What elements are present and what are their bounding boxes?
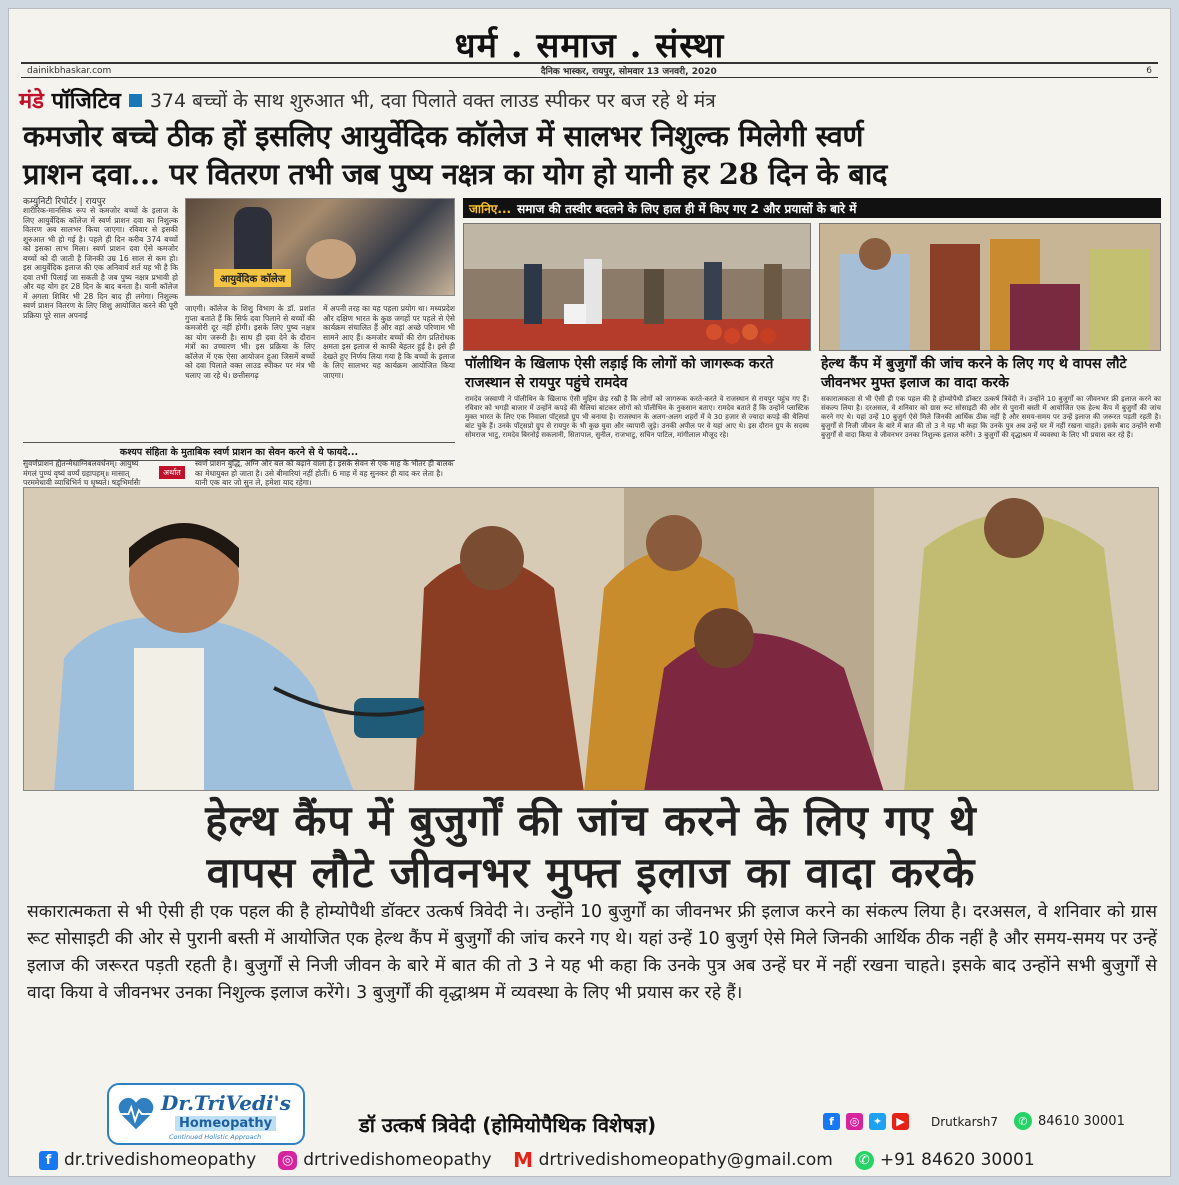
know-more-label: जानिए... bbox=[469, 201, 512, 216]
health-camp-small-photo bbox=[819, 223, 1161, 351]
facebook-icon: f bbox=[39, 1151, 58, 1170]
social-handle[interactable]: Drutkarsh7 bbox=[931, 1115, 999, 1129]
benefits-tag: अर्थात bbox=[159, 466, 185, 479]
site-url: dainikbhaskar.com bbox=[27, 65, 112, 76]
headline-line-1: कमजोर बच्चे ठीक हों इसलिए आयुर्वेदिक कॉलेज में सालभर निशुल्क मिलेगी स्वर्ण bbox=[23, 119, 864, 153]
clinic-logo bbox=[107, 1083, 305, 1145]
ayurvedic-college-photo bbox=[185, 198, 455, 296]
know-more-text: समाज की तस्वीर बदलने के लिए हाल ही में किए गए 2 और प्रयासों के बारे में bbox=[517, 201, 857, 216]
health-camp-title: हेल्थ कैंप में बुजुर्गों की जांच करने के लिए गए थे वापस लौटे जीवनभर मुफ्त इलाज का वादा करके bbox=[821, 356, 1127, 391]
youtube-icon[interactable]: ▶ bbox=[892, 1113, 909, 1130]
market-scene-image bbox=[464, 224, 811, 351]
logo-tagline: Continued Holistic Approach bbox=[169, 1133, 262, 1141]
email-contact[interactable] bbox=[514, 1150, 833, 1170]
whatsapp-number: 84610 30001 bbox=[1038, 1113, 1125, 1129]
benefits-title: कश्यप संहिता के मुताबिक स्वर्ण प्राशन का सेवन करने से ये फायदे... bbox=[23, 442, 455, 461]
health-camp-body: सकारात्मकता से भी ऐसी ही एक पहल की है होम्योपैथी डॉक्टर उत्कर्ष त्रिवेदी ने। उन्होंने 10 बुजुर्गों का जीवनभर फ्री इलाज करने का संकल्प लिया है। दरअसल, वे शनिवार को ग्रास रूट सोसाइटी की ओर से पुरानी बस्ती में आयोजित एक हेल्थ कैंप में बुजुर्गों की जांच करने गए थे। यहां उन्हें 10 बुजुर्ग ऐसे मिले जिनकी आर्थिक ठीक नहीं है और समय-समय पर उन्हें इलाज की जरूरत पड़ती रहती है। बुजुर्गों से निजी जीवन के बारे में बात की तो 3 ने यह भी कहा कि उनके पुत्र अब उन्हें घर में नहीं रखना चाहते। इसके बाद उन्होंने सभी बुजुर्गों से वादा किया वे जीवनभर उनका निशुल्क इलाज करेंगे। 3 बुजुर्गों की वृद्धाश्रम में व्यवस्था के लिए भी प्रयास कर रहे हैं। bbox=[821, 395, 1161, 439]
left-story-col2: जाएगी। कॉलेज के शिशु विभाग के डॉ. प्रशांत गुप्ता बताते हैं कि सिर्फ दवा पिलाने से बच्चों की कमजोरी दूर नहीं होगी। इसके लिए पुष्य नक्षत्र का योग जरूरी है। साथ ही दवा देने के दौरान मंत्रों का उच्चारण भी। इस प्रक्रिया के लिए कॉलेज में एक ऐसा आयोजन हुआ जिसमें बच्चों को दवा पिलाते वक्त लाउड स्पीकर पर मंत्र भी चलाए जा रहे थे। छत्तीसगढ़ bbox=[185, 304, 315, 380]
whatsapp-icon: ✆ bbox=[1014, 1112, 1032, 1130]
kicker-text: 374 बच्चों के साथ शुरुआत भी, दवा पिलाते वक्त लाउड स्पीकर पर बज रहे थे मंत्र bbox=[149, 90, 716, 112]
email-address: drtrivedishomeopathy@gmail.com bbox=[538, 1150, 833, 1170]
contact-row bbox=[39, 1147, 1035, 1173]
health-camp-large-photo bbox=[23, 487, 1159, 791]
logo-sub: Homeopathy bbox=[175, 1116, 276, 1131]
story-polythene bbox=[463, 223, 811, 485]
instagram-handle: drtrivedishomeopathy bbox=[303, 1150, 492, 1170]
doctor-name: डॉ उत्कर्ष त्रिवेदी (होमियोपैथिक विशेषज्ञ) bbox=[359, 1113, 657, 1137]
gmail-icon: M bbox=[513, 1148, 534, 1172]
phone-number: +91 84620 30001 bbox=[879, 1150, 1035, 1170]
feature-body: सकारात्मकता से भी ऐसी ही एक पहल की है होम्योपैथी डॉक्टर उत्कर्ष त्रिवेदी ने। उन्होंने 10 बुजुर्गों का जीवनभर फ्री इलाज करने का संकल्प लिया है। दरअसल, वे शनिवार को ग्रास रूट सोसाइटी की ओर से पुरानी बस्ती में आयोजित एक हेल्थ कैंप में बुजुर्गों की जांच करने गए थे। यहां उन्हें 10 बुजुर्ग ऐसे मिले जिनकी आर्थिक ठीक नहीं है और समय-समय पर उन्हें इलाज की जरूरत पड़ती रहती है। बुजुर्गों से निजी जीवन के बारे में बात की तो 3 ने यह भी कहा कि उनके पुत्र अब उन्हें घर में नहीं रखना चाहते। इसके बाद उन्होंने सभी बुजुर्गों से वादा किया वे जीवनभर उनका निशुल्क इलाज करेंगे। 3 बुजुर्गों की वृद्धाश्रम में व्यवस्था के लिए भी प्रयास कर रहे हैं। bbox=[27, 902, 1157, 1003]
polythene-photo bbox=[463, 223, 811, 351]
facebook-handle: dr.trivedishomeopathy bbox=[64, 1150, 257, 1170]
left-story-col3: में अपनी तरह का यह पहला प्रयोग था। मध्यप्रदेश और दक्षिण भारत के कुछ जगहों पर पहले से ऐसे कार्यक्रम संचालित हैं और वहां अच्छे परिणाम भी सामने आए हैं। कमजोर बच्चों की रोग प्रतिरोधक क्षमता इस इलाज से काफी बेहतर हुई है। इसे ही देखते हुए निर्णय लिया गया है कि बच्चों के इलाज के लिए सालभर यह कार्यक्रम आयोजित किया जाएगा। bbox=[323, 304, 455, 380]
feature-headline-line-1: हेल्थ कैंप में बुजुर्गों की जांच करने के लिए गए थे bbox=[205, 796, 977, 845]
brand-part-2: पॉजिटिव bbox=[51, 88, 121, 114]
page-number: 6 bbox=[1146, 65, 1152, 76]
byline: कम्युनिटी रिपोर्टर | रायपुर bbox=[23, 197, 106, 207]
doctor-checking-elderly-image bbox=[24, 488, 1159, 791]
logo-name: Dr.TriVedi's bbox=[161, 1091, 291, 1115]
health-camp-small-image bbox=[820, 224, 1161, 351]
paper-dateline: दैनिक भास्कर, रायपुर, सोमवार 13 जनवरी, 2020 bbox=[540, 67, 717, 77]
instagram-icon: ◎ bbox=[278, 1151, 297, 1170]
instagram-icon[interactable]: ◎ bbox=[846, 1113, 863, 1130]
polythene-body: रामदेव जस्वाणी ने पॉलीथिन के खिलाफ ऐसी मुहिम छेड़ रखी है कि लोगों को जागरूक करते-करते वे राजस्थान से रायपुर पहुंच गए हैं। रविवार को भगड़ी बाजार में उन्होंने कपड़े की थैलियां बांटकर लोगों को पॉलीथिन के नुकसान बताए। रामदेव बताते हैं कि उन्होंने प्लास्टिक मुक्त भारत के लिए एक निवाला पॉट्सप्रो ग्रुप भी बनाया है। राजस्थान के अलग-अलग शहरों में वे 30 हजार से ज्यादा कपड़े की थैलियां बांट चुके हैं। उनके पॉट्सप्रो ग्रुप से रायपुर के भी कुछ युवा और व्यापारी जुड़े। उनकी अपील पर वे यहां आए थे। इस दौरान ग्रुप के सदस्य सोमराज भाटु, रामदेव बिरनोई सकलानी, सितापाल, सुनील, राजभाटु, सचिन पाटिल, मांगीलाल मौजूद रहे। bbox=[465, 395, 809, 439]
kicker-square-icon bbox=[129, 94, 142, 107]
facebook-contact[interactable] bbox=[39, 1150, 256, 1170]
kicker-row bbox=[19, 85, 1160, 115]
heart-pulse-icon bbox=[117, 1095, 155, 1133]
section-heading: धर्म . समाज . संस्था bbox=[454, 26, 725, 66]
feature-headline bbox=[23, 795, 1159, 899]
whatsapp-icon: ✆ bbox=[855, 1151, 874, 1170]
left-story-col1: शारीरिक-मानसिक रूप से कमजोर बच्चों के इलाज के लिए आयुर्वेदिक कॉलेज में स्वर्ण प्राशन दवा का निशुल्क वितरण अब सालभर किया जाएगा। रविवार से इसकी शुरुआत भी हो गई है। पहले ही दिन करीब 374 बच्चों को इसका लाभ मिला। स्वर्ण प्राशन दवा ऐसे कमजोर बच्चों को दी जाती है जिनकी उम्र 16 साल से कम हो। इस आयुर्वेदिक इलाज की एक अनिवार्य शर्त यह भी है कि दवा तभी पिलाई जा सकती है जब पुष्य नक्षत्र प्रभावी हो और यह योग हर 28 दिन के बाद बनता है। यानी कॉलेज में अगला शिविर भी 28 दिन बाद ही लगेगा। निशुल्क स्वर्ण प्राशन वितरण के लिए शिशु आयोजित करने की पूरी प्रक्रिया पूरे साल अपनाई bbox=[23, 206, 178, 320]
newspaper-page bbox=[8, 8, 1171, 1177]
polythene-title: पॉलीथिन के खिलाफ ऐसी लड़ाई कि लोगों को जागरूक करते राजस्थान से रायपुर पहुंचे रामदेव bbox=[465, 356, 774, 391]
phone-contact[interactable] bbox=[855, 1150, 1035, 1170]
benefits-meaning: स्वर्ण प्राशन बुद्धि, अग्नि और बल को बढ़ाने वाला है। इसके सेवन से एक माह के भीतर ही बालक का मेधायुक्त हो जाता है। उसे बीमारियां नहीं होतीं। 6 माह में वह सुनकर ही याद कर लेता है। यानी एक बार जो सुन ले, हमेशा याद रहेगा। bbox=[195, 459, 454, 487]
monday-positive-brand bbox=[19, 85, 121, 115]
masthead-strip bbox=[21, 62, 1158, 78]
main-headline bbox=[23, 117, 1156, 193]
instagram-contact[interactable] bbox=[278, 1150, 491, 1170]
photo-tag: आयुर्वेदिक कॉलेज bbox=[214, 269, 291, 287]
twitter-icon[interactable]: ✦ bbox=[869, 1113, 886, 1130]
left-story bbox=[23, 194, 455, 494]
headline-line-2: प्राशन दवा... पर वितरण तभी जब पुष्य नक्षत्र का योग हो यानी हर 28 दिन के बाद bbox=[23, 157, 888, 191]
feature-headline-line-2: वापस लौटे जीवनभर मुफ्त इलाज का वादा करके bbox=[206, 848, 976, 897]
social-icons bbox=[823, 1113, 909, 1130]
know-more-strip bbox=[463, 198, 1161, 218]
brand-part-1: मंडे bbox=[19, 88, 44, 114]
story-health-camp bbox=[819, 223, 1161, 485]
whatsapp-small[interactable] bbox=[1014, 1112, 1125, 1130]
photo-figure-child bbox=[306, 239, 356, 279]
facebook-icon[interactable]: f bbox=[823, 1113, 840, 1130]
benefits-shlok: सुवर्णप्राशनं ह्येतन्मेधाग्निबलवर्धनम्। आयुष्यं मंगलं पुण्यं वृष्यं वर्ण्यं ग्रहापहम्॥ मासात् परममेधावी व्याधिभिर्न च धृष्यते। षड्भिर्मासैः bbox=[23, 459, 141, 487]
